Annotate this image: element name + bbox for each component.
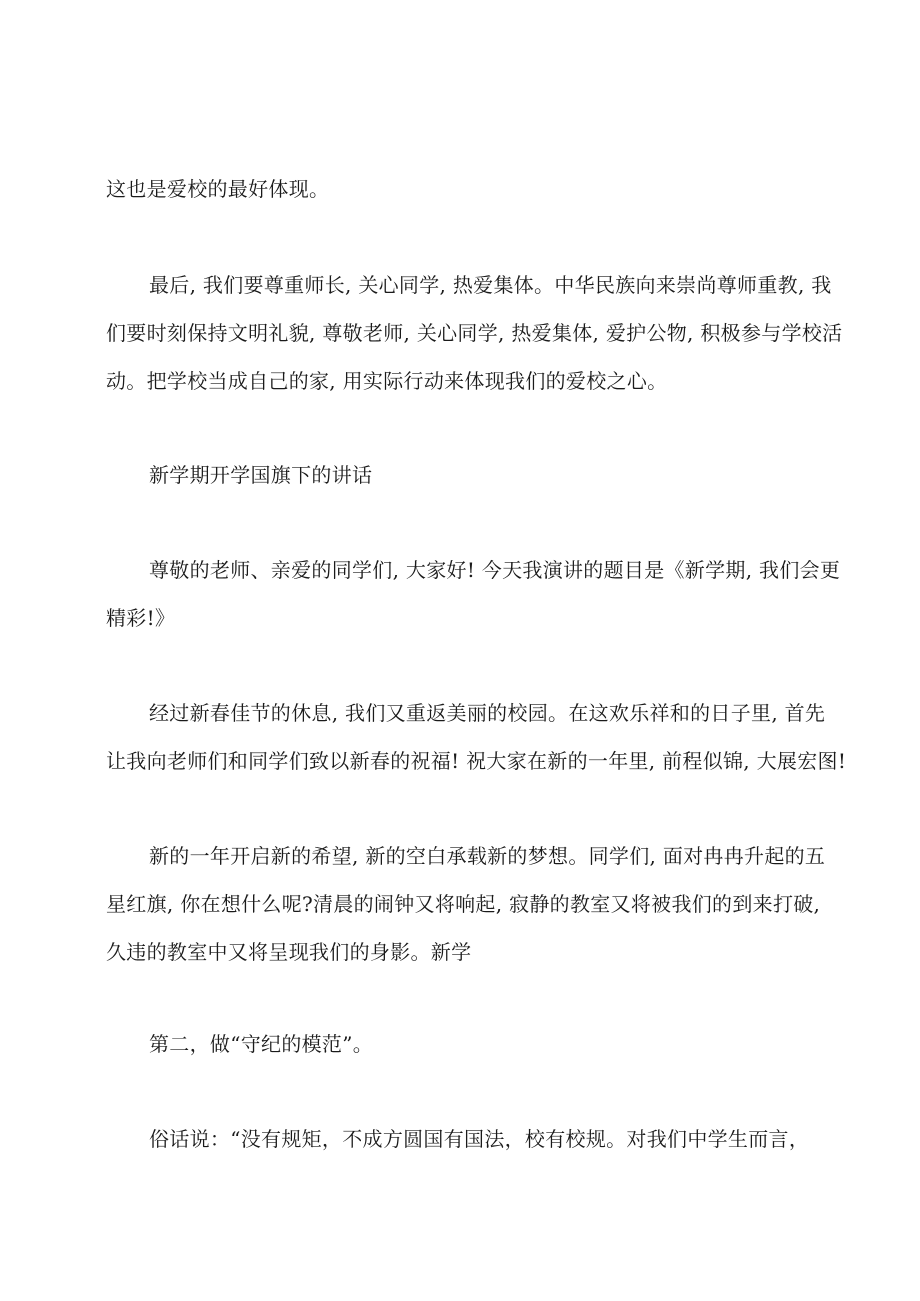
- text-line: 经过新春佳节的休息, 我们又重返美丽的校园。在这欢乐祥和的日子里, 首先: [149, 701, 826, 725]
- text-line: 最后, 我们要尊重师长, 关心同学, 热爱集体。中华民族向来崇尚尊师重教, 我: [149, 273, 832, 297]
- text-line: 星红旗, 你在想什么呢?清晨的闹钟又将响起, 寂静的教室又将被我们的到来打破,: [106, 892, 821, 916]
- text-line: 这也是爱校的最好体现。: [106, 177, 330, 201]
- text-line: 尊敬的老师、亲爱的同学们, 大家好! 今天我演讲的题目是《新学期, 我们会更: [149, 558, 841, 582]
- text-line: 让我向老师们和同学们致以新春的祝福! 祝大家在新的一年里, 前程似锦, 大展宏图!: [106, 749, 847, 773]
- section-heading: 新学期开学国旗下的讲话: [149, 463, 373, 487]
- text-line: 们要时刻保持文明礼貌, 尊敬老师, 关心同学, 热爱集体, 爱护公物, 积极参与学校活: [106, 321, 843, 345]
- text-line: 久违的教室中又将呈现我们的身影。新学: [106, 940, 472, 964]
- text-line: 俗话说：“没有规矩，不成方圆国有国法，校有校规。对我们中学生而言，: [149, 1127, 810, 1151]
- text-line: 第二，做“守纪的模范”。: [149, 1032, 374, 1056]
- text-line: 精彩!》: [106, 606, 176, 630]
- text-line: 新的一年开启新的希望, 新的空白承载新的梦想。同学们, 面对冉冉升起的五: [149, 844, 826, 868]
- text-line: 动。把学校当成自己的家, 用实际行动来体现我们的爱校之心。: [106, 369, 668, 393]
